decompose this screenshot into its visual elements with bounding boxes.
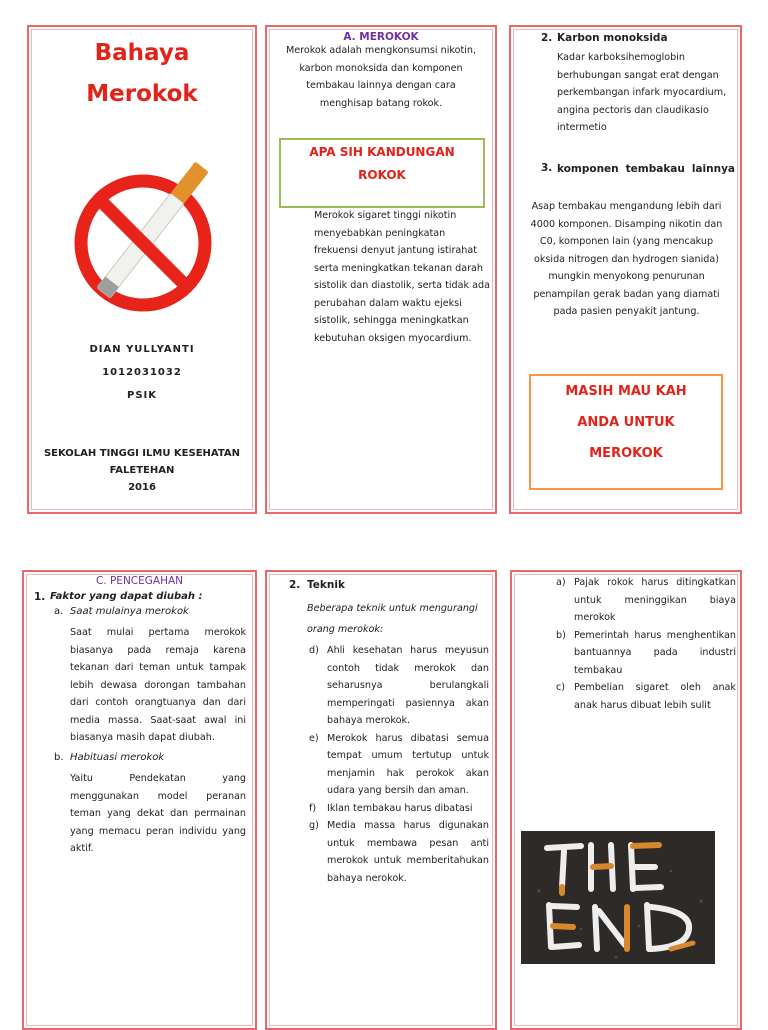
- list-item: g) Media massa harus digunakan untuk membawa pesan anti merokok untuk memberitahukan bahaya nerokok.: [309, 820, 489, 884]
- cover-title-line1: Bahaya: [94, 40, 190, 66]
- question-box-line1: APA SIH KANDUNGAN: [309, 145, 455, 159]
- item2-num: 2.: [541, 32, 553, 44]
- sub-a-title: Saat mulainya merokok: [70, 606, 189, 617]
- panel-karbon: [509, 25, 742, 514]
- closing-question-box: [529, 374, 723, 490]
- teknik-title: Teknik: [307, 579, 345, 591]
- section-c-heading: C. PENCEGAHAN: [95, 575, 184, 587]
- teknik-num: 2.: [289, 579, 301, 591]
- list-item: d) Ahli kesehatan harus meyusun contoh tidak merokok dan seharusnya berulangkali memperingati pasiennya akan bahaya merokok.: [309, 645, 489, 726]
- closing-line1: MASIH MAU KAH: [565, 384, 687, 399]
- cover-title-line2: Merokok: [86, 81, 198, 107]
- author-name: DIAN YULLYANTI: [89, 344, 195, 355]
- panel-merokok: [265, 25, 497, 514]
- panel-kebijakan: [510, 570, 742, 1030]
- section-a-heading: A. MEROKOK: [343, 31, 419, 43]
- item2-title: Karbon monoksida: [557, 32, 668, 44]
- list-item: a) Pajak rokok harus ditingkatkan untuk meninggikan biaya merokok: [556, 577, 736, 623]
- question-box: [279, 138, 485, 208]
- section-a-intro: Merokok adalah mengkonsumsi nikotin, karbon monoksida dan komponen tembakau lainnya dengan cara menghisap batang rokok.: [285, 45, 477, 109]
- factor-title: Faktor yang dapat diubah :: [50, 591, 203, 602]
- panel-pencegahan: [22, 570, 257, 1030]
- school-year: 2016: [128, 482, 156, 493]
- list-item: e) Merokok harus dibatasi semua tempat umum tertutup untuk menjamin hak perokok akan udara yang bersih dan aman.: [309, 732, 489, 796]
- no-smoking-icon: [69, 162, 229, 312]
- the-end-image: [521, 831, 715, 964]
- closing-line2: ANDA UNTUK: [577, 415, 675, 430]
- author-program: PSIK: [126, 390, 157, 401]
- item2-text: Kadar karboksihemoglobin berhubungan sangat erat dengan perkembangan infark myocardium, angina pectoris dan claudikasio intermetio: [557, 52, 727, 133]
- teknik-intro: Beberapa teknik untuk mengurangi orang merokok:: [307, 603, 478, 635]
- list-item: c) Pembelian sigaret oleh anak anak harus dibuat lebih sulit: [556, 682, 736, 711]
- closing-line3: MEROKOK: [589, 446, 663, 461]
- school-line2: FALETEHAN: [109, 465, 175, 476]
- sub-b-title: Habituasi merokok: [70, 752, 165, 763]
- factor-num: 1.: [34, 591, 46, 603]
- item3-num: 3.: [541, 162, 553, 174]
- sub-a-text: Saat mulai pertama merokok biasanya pada remaja karena tekanan dari teman untuk tampak lebih dewasa dorongan tambahan dari contoh orangtuanya dan dari media massa. Saat-saat awal ini biasanya masih dapat diubah.: [70, 627, 246, 743]
- panel-cover: [27, 25, 257, 514]
- question-box-line2: ROKOK: [358, 168, 406, 182]
- sub-b-text: Yaitu Pendekatan yang menggunakan model peranan teman yang dekat dan permainan yang memacu peran individu yang aktif.: [70, 773, 246, 854]
- sub-a-label: a.: [54, 606, 64, 617]
- item3-text: Asap tembakau mengandung lebih dari 4000 komponen. Disamping nikotin dan C0, komponen lain (yang mencakup oksida nitrogen dan hydrogen sianida) mungkin menyokong penurunan penampilan gerak badan yang diamati pada pasien penyakit jantung.: [530, 201, 723, 317]
- item3-title: komponen tembakau lainnya: [557, 163, 735, 175]
- school-line1: SEKOLAH TINGGI ILMU KESEHATAN: [43, 448, 241, 459]
- cigarette-letters-icon: [521, 831, 715, 964]
- nicotine-paragraph: Merokok sigaret tinggi nikotin menyebabkan peningkatan frekuensi denyut jantung istirahat serta meningkatkan tekanan darah sistolik dan diastolik, serta tidak ada perubahan dalam waktu ejeksi sistolik, sehingga meningkatkan kebutuhan oksigen myocardium.: [314, 210, 490, 344]
- panel-teknik: [265, 570, 497, 1030]
- sub-b-label: b.: [54, 752, 64, 763]
- list-item: f) Iklan tembakau harus dibatasi: [309, 802, 473, 814]
- author-nim: 1012031032: [102, 367, 182, 378]
- teknik-list: [309, 642, 489, 887]
- list-item: b) Pemerintah harus menghentikan bantuannya pada industri tembakau: [556, 629, 736, 676]
- policy-list: [556, 574, 736, 714]
